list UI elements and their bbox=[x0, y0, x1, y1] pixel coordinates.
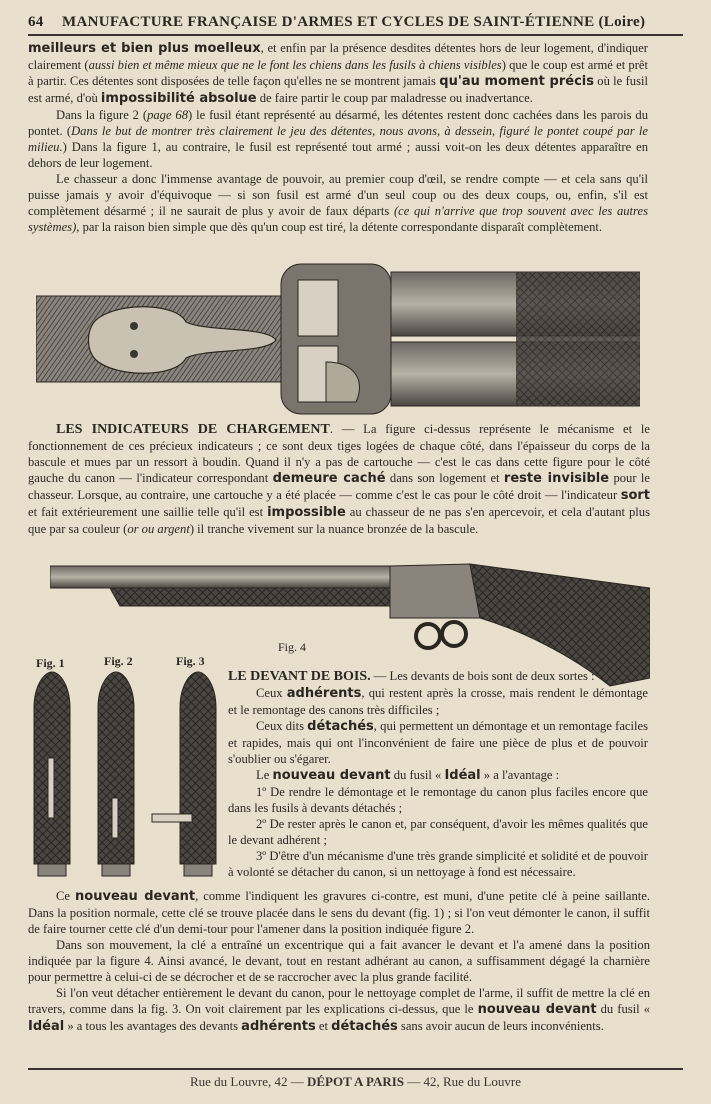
forend-heading: LE DEVANT DE BOIS. bbox=[228, 669, 371, 684]
paragraph-figure-2: Dans la figure 2 (page 68) le fusil étant représenté au désarmé, les détentes restent donc cachées dans les parois du pontet. (Dans le but de montrer très clairement le jeu des détentes, nous avons, à dessein, figuré le pontet coupé par le milieu.) Dans la figure 1, au contraire, le fusil est représenté tout armé ; aussi voit-on les deux détentes apparaître en dehors de leur logement. bbox=[28, 108, 648, 170]
paragraph-mouvement: Dans son mouvement, la clé a entraîné un excentrique qui a fait avancer le devant et l'a amené dans la position indiquée par la figure 4. Ainsi avancé, le devant, tout en restant adhérant au canon, a suffisamment dégagé la charnière pour permettre à celui-ci de se décrocher et de se raccrocher avec la plus grande facilité. bbox=[28, 938, 650, 984]
receiver-indicators-illustration bbox=[36, 262, 640, 418]
page-title: MANUFACTURE FRANÇAISE D'ARMES ET CYCLES DE SAINT-ÉTIENNE (Loire) bbox=[62, 14, 646, 30]
fig2-label: Fig. 2 bbox=[104, 654, 133, 668]
page-header bbox=[28, 10, 683, 36]
paragraph-devant-de-bois: LE DEVANT DE BOIS. — Les devants de bois sont de deux sortes : bbox=[228, 669, 595, 684]
paragraph-nettoyage: Si l'on veut détacher entièrement le devant du canon, pour le nettoyage complet de l'arme, il suffit de mettre la clé en travers, comme dans la fig. 3. On voit clairement par les explications ci-dessus, que le nouveau devant du fusil « Idéal » a tous les avantages des devants adhérents et détachés sans avoir aucun de leurs inconvénients. bbox=[28, 986, 651, 1034]
indicators-text bbox=[28, 421, 650, 537]
intro-text bbox=[28, 40, 648, 235]
paragraph-indicateurs: LES INDICATEURS DE CHARGEMENT. — La figure ci-dessus représente le mécanisme et le fonctionnement de ces précieux indicateurs ; ce sont deux tiges logées de chaque côté, dans l'épaisseur du corps de la bascule et mues par un ressort à boudin. Quand il n'y a pas de cartouche — c'est le cas dans cette figure pour le côté gauche du canon — l'indicateur correspondant demeure caché dans son logement et reste invisible pour le chasseur. Lorsque, au contraire, une cartouche y a été placée — comme c'est le cas pour le côté droit — l'indicateur sort et fait extérieurement une saillie telle qu'il est impossible au chasseur de ne pas s'en apercevoir, et cela d'autant plus que par sa couleur (or ou argent) il tranche vivement sur la nuance bronzée de la bascule. bbox=[28, 422, 650, 536]
paragraph-detentes: meilleurs et bien plus moelleux, et enfin par la présence desdites détentes hors de leur logement, d'indiquer clairement (aussi bien et même mieux que ne le font les chiens dans les fusils à chiens visibles) que le coup est armé et prêt à partir. Ces détentes sont disposées de telle façon qu'elles ne se montrent jamais qu'au moment précis où le fusil est armé, d'où impossibilité absolue de faire partir le coup par maladresse ou inadvertance. bbox=[28, 41, 649, 106]
forend-text bbox=[228, 668, 648, 880]
closing-text bbox=[28, 888, 650, 1035]
paragraph-cle: Ce nouveau devant, comme l'indiquent les gravures ci-contre, est muni, d'une petite clé à peine saillante. Dans la position normale, cette clé se trouve placée dans le sens du devant (fig. 1) ; si l'on veut démonter le canon, il suffit de faire tourner cette clé d'un demi-tour pour l'amener dans la position indiquée figure 2. bbox=[28, 889, 650, 936]
paragraph-nouveau-devant: Le nouveau devant du fusil « Idéal » a l'avantage : bbox=[256, 768, 560, 783]
list-item-2: 2º De rester après le canon et, par conséquent, d'avoir les mêmes qualités que le devant adhérent ; bbox=[228, 817, 648, 847]
page-number: 64 bbox=[28, 14, 44, 30]
forend-figures-illustration bbox=[30, 668, 226, 880]
paragraph-avantage: Le chasseur a donc l'immense avantage de pouvoir, au premier coup d'œil, se rendre compte — et cela sans qu'il puisse jamais y avoir d'équivoque — si son fusil est armé d'un seul coup ou des deux coups, ou, enfin, s'il est complètement désarmé ; il ne saurait de plus y avoir de faux départs (ce qui n'arrive que trop souvent avec les autres systèmes), par la raison bien simple que dès qu'un coup est tiré, la détente correspondante disparaît complètement. bbox=[28, 172, 648, 234]
paragraph-detaches: Ceux dits détachés, qui permettent un démontage et un remontage faciles et rapides, mais qui ont l'inconvénient de faire une pièce de plus et de pouvoir s'oublier ou s'égarer. bbox=[228, 719, 648, 766]
paragraph-adherents: Ceux adhérents, qui restent après la crosse, mais rendent le démontage et le remontage des canons très difficiles ; bbox=[228, 686, 648, 717]
indicators-heading: LES INDICATEURS DE CHARGEMENT bbox=[56, 422, 330, 437]
fig3-label: Fig. 3 bbox=[176, 654, 205, 668]
fig1-label: Fig. 1 bbox=[36, 656, 65, 670]
page-footer: Rue du Louvre, 42 — DÉPOT A PARIS — 42, Rue du Louvre bbox=[28, 1068, 683, 1090]
list-item-1: 1º De rendre le démontage et le remontage du canon plus faciles encore que dans les fusils à devants détachés ; bbox=[228, 785, 648, 815]
fig4-label: Fig. 4 bbox=[278, 640, 307, 654]
list-item-3: 3º D'être d'un mécanisme d'une très grande simplicité et solidité et de pouvoir à volonté se détacher du canon, si un nettoyage à fond est nécessaire. bbox=[228, 849, 648, 879]
